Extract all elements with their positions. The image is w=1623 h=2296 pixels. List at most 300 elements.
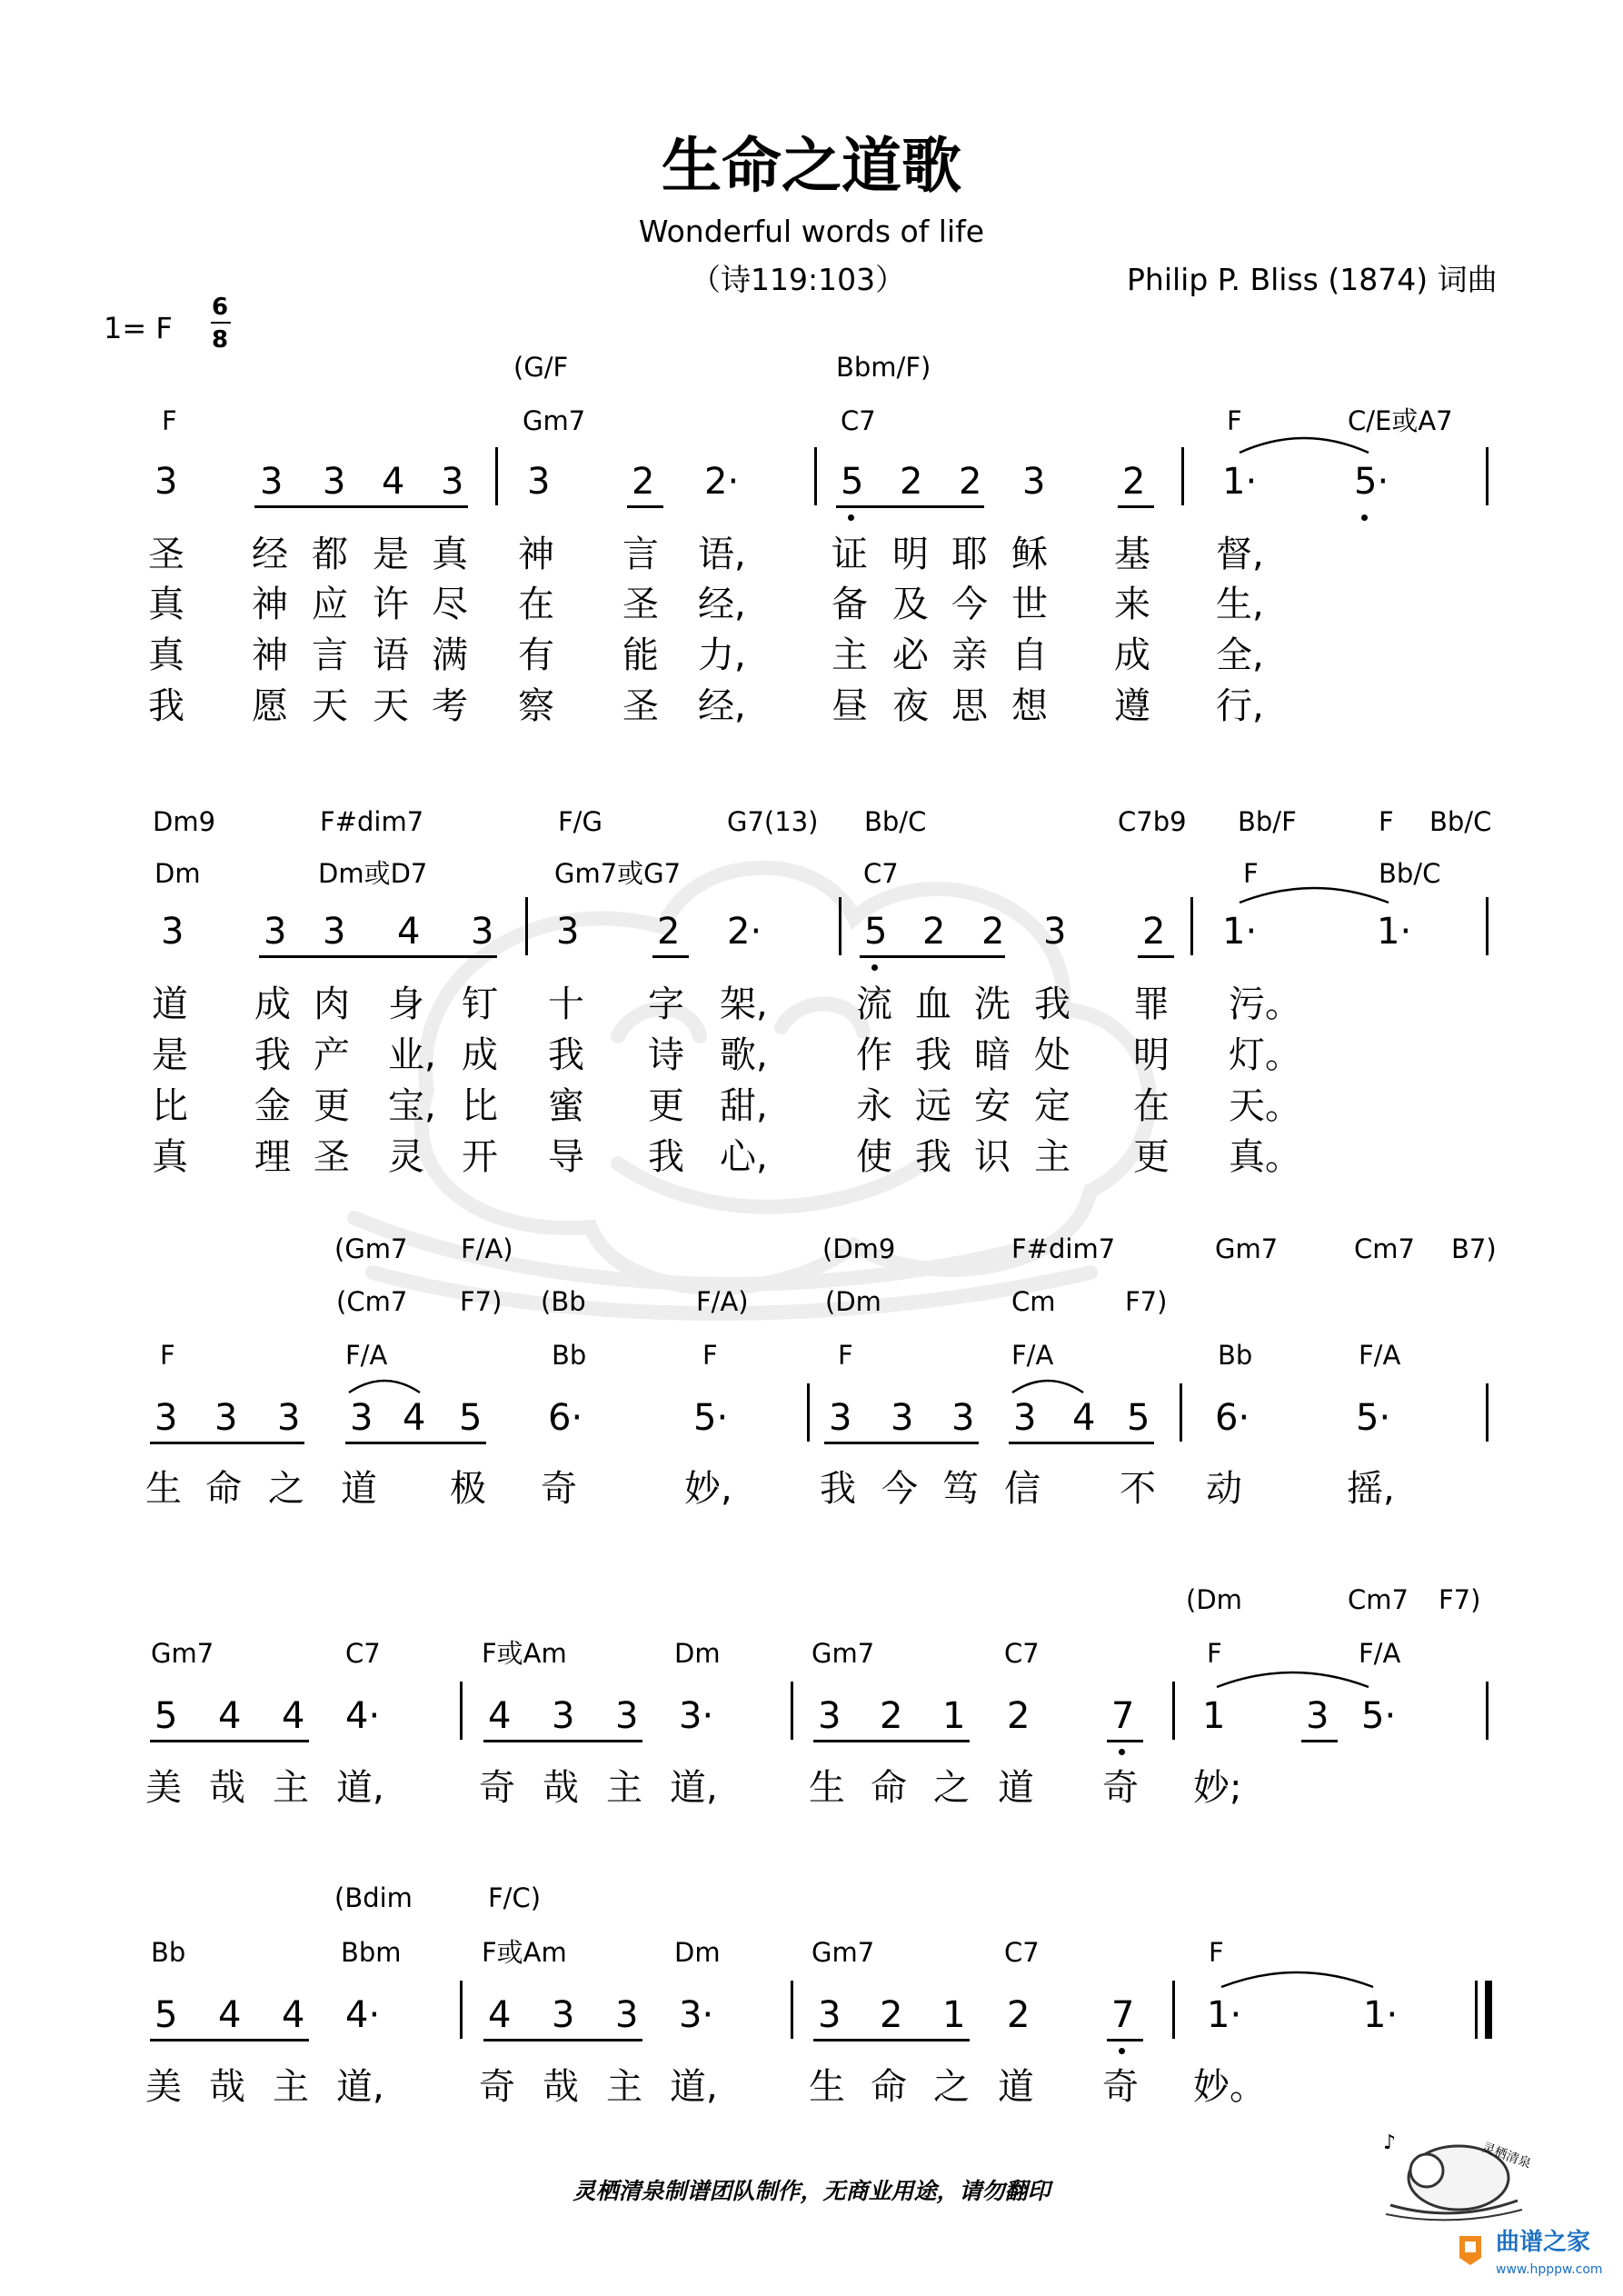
lyric: 主 <box>273 1767 309 1809</box>
chord: F <box>838 1340 853 1371</box>
lyric: 身 <box>388 983 424 1025</box>
note: 1 <box>942 1695 966 1737</box>
scripture-reference: （诗119:103） <box>691 262 906 297</box>
note: 7 <box>1111 1994 1135 2036</box>
lyric: 道 <box>341 1468 377 1510</box>
lyric: 比 <box>462 1085 498 1127</box>
lyric: 及 <box>892 584 929 625</box>
chord: F#dim7 <box>320 806 424 837</box>
beam <box>150 1740 309 1742</box>
lyric: 言 <box>622 534 659 575</box>
chord: Gm7 <box>812 1937 875 1968</box>
note: 3· <box>679 1994 714 2036</box>
lyric: 美 <box>145 1767 182 1809</box>
note: 1· <box>1222 461 1258 503</box>
site-name: 曲谱之家 <box>1496 2229 1591 2256</box>
lyric: 十 <box>548 983 584 1025</box>
note: 3 <box>471 911 494 953</box>
lyric: 神 <box>252 634 288 676</box>
lyric: 证 <box>831 534 868 575</box>
chord: F/A <box>345 1340 388 1371</box>
time-signature-bottom: 8 <box>211 326 229 354</box>
note: 3 <box>323 911 346 953</box>
lyric: 神 <box>252 584 288 625</box>
chord: C7 <box>345 1638 381 1669</box>
lyric: 基 <box>1114 534 1150 575</box>
lyric: 钉 <box>462 983 498 1025</box>
lyric: 主 <box>273 2066 309 2108</box>
lyric: 天 <box>312 685 348 727</box>
barline <box>791 1682 793 1740</box>
lyric: 今 <box>881 1468 918 1510</box>
chord: F或Am <box>482 1937 567 1968</box>
lyric: 生 <box>145 1468 182 1510</box>
lyric: 暗 <box>974 1034 1011 1076</box>
lyric: 安 <box>974 1085 1011 1127</box>
lyric: 流 <box>856 983 892 1025</box>
footer-credit: 灵栖清泉制谱团队制作，无商业用途，请勿翻印 <box>573 2178 1050 2204</box>
lyric: 哉 <box>543 1767 579 1809</box>
lyric: 架, <box>720 983 768 1025</box>
lyric: 处 <box>1034 1034 1070 1076</box>
final-barline-thick <box>1485 1981 1492 2039</box>
chord: F <box>162 405 177 436</box>
note: 2 <box>880 1994 903 2036</box>
note: 1· <box>1377 911 1412 953</box>
note: 3 <box>154 461 178 503</box>
time-signature-top: 6 <box>211 294 229 321</box>
chord: Dm或D7 <box>318 858 428 889</box>
sheep-logo-icon <box>1372 2114 1533 2223</box>
chord: C/E或A7 <box>1348 405 1453 436</box>
beam <box>1301 1740 1338 1742</box>
lyric: 察 <box>518 685 554 727</box>
lyric: 耶 <box>951 534 988 575</box>
lyric: 宝, <box>388 1085 436 1127</box>
note: 5 <box>154 1695 178 1737</box>
lyric: 昼 <box>831 685 868 727</box>
lyric: 是 <box>373 534 409 575</box>
note: 3 <box>154 1397 178 1439</box>
chord: F <box>1379 806 1394 837</box>
lyric: 尽 <box>432 584 468 625</box>
note: 6· <box>548 1397 583 1439</box>
lyric: 导 <box>548 1136 584 1178</box>
time-signature-line <box>211 322 231 324</box>
site-logo[interactable] <box>1454 2223 1618 2287</box>
chord: F/A <box>1359 1638 1401 1669</box>
note: 3 <box>264 911 287 953</box>
chord-alt: F7) <box>1125 1286 1168 1317</box>
lyric: 今 <box>951 584 988 625</box>
note: 3 <box>615 1994 639 2036</box>
note: 1 <box>942 1994 966 2036</box>
composer-credit: Philip P. Bliss (1874) 词曲 <box>1127 262 1498 297</box>
beam <box>813 1740 970 1742</box>
chord-alt: F/A) <box>461 1233 513 1264</box>
lyric: 主 <box>606 2066 642 2108</box>
lyric: 行, <box>1216 685 1264 727</box>
lyric: 妙。 <box>1193 2066 1266 2108</box>
note: 4 <box>218 1695 242 1737</box>
chord-alt: (G/F <box>513 352 569 383</box>
chord-alt: F7) <box>460 1286 503 1317</box>
slur <box>1009 1373 1087 1396</box>
lyric: 世 <box>1011 584 1048 625</box>
lyric: 能 <box>622 634 659 676</box>
note: 4 <box>218 1994 242 2036</box>
beam <box>836 505 984 508</box>
lyric: 使 <box>856 1136 892 1178</box>
lyric: 有 <box>518 634 554 676</box>
chord: F/G <box>558 806 602 837</box>
barline <box>807 1383 810 1442</box>
note: 5 <box>841 461 864 503</box>
note: 2 <box>657 911 681 953</box>
chord: Bbm <box>341 1937 402 1968</box>
lyric: 言 <box>312 634 348 676</box>
lyric: 自 <box>1011 634 1048 676</box>
note: 2 <box>1142 911 1166 953</box>
beam <box>259 955 497 958</box>
tie <box>1213 1663 1372 1691</box>
lyric: 更 <box>1133 1136 1170 1178</box>
barline <box>1486 447 1489 505</box>
barline <box>1486 897 1489 955</box>
chord-alt: (Dm <box>825 1286 881 1317</box>
beam <box>1118 505 1154 508</box>
lyric: 我 <box>148 685 184 727</box>
lyric: 金 <box>254 1085 291 1127</box>
lyric: 我 <box>820 1468 856 1510</box>
chord: F <box>702 1340 718 1371</box>
beam <box>483 2039 642 2041</box>
chord: Dm9 <box>153 806 216 837</box>
lyric: 命 <box>205 1468 242 1510</box>
note: 3 <box>556 911 580 953</box>
lyric: 奇 <box>541 1468 577 1510</box>
site-url: www.hpppw.com <box>1496 2262 1603 2277</box>
note: 2 <box>959 461 982 503</box>
note: 4 <box>282 1695 305 1737</box>
lyric: 哉 <box>543 2066 579 2108</box>
note: 5· <box>1354 461 1389 503</box>
tie <box>1236 429 1372 456</box>
beam <box>860 955 1005 958</box>
lyric: 道, <box>336 1767 384 1809</box>
barline <box>460 1682 463 1740</box>
lyric: 夜 <box>892 685 929 727</box>
lyric: 神 <box>518 534 554 575</box>
chord-alt: F#dim7 <box>1011 1233 1116 1264</box>
note: 2 <box>922 911 946 953</box>
chord-alt: (Gm7 <box>334 1233 408 1264</box>
lyric: 美 <box>145 2066 182 2108</box>
note: 3 <box>527 461 551 503</box>
lyric: 主 <box>1034 1136 1070 1178</box>
lyric: 我 <box>915 1034 951 1076</box>
lyric: 理 <box>254 1136 291 1178</box>
chord-alt: Cm <box>1011 1286 1056 1317</box>
lyric: 是 <box>152 1034 188 1076</box>
low-octave-dot <box>871 964 878 971</box>
lyric: 语, <box>698 534 746 575</box>
barline <box>460 1981 463 2039</box>
note: 3 <box>1043 911 1067 953</box>
lyric: 我 <box>915 1136 951 1178</box>
lyric: 血 <box>915 983 951 1025</box>
barline <box>839 897 841 955</box>
chord: Dm <box>674 1638 721 1669</box>
song-subtitle: Wonderful words of life <box>638 214 985 249</box>
lyric: 在 <box>1133 1085 1170 1127</box>
note: 3 <box>1013 1397 1037 1439</box>
lyric: 生 <box>809 1767 845 1809</box>
beam <box>627 505 663 508</box>
lyric: 不 <box>1120 1468 1156 1510</box>
lyric: 诗 <box>648 1034 684 1076</box>
lyric: 灯。 <box>1229 1034 1301 1076</box>
chord-alt: F/C) <box>488 1882 542 1913</box>
lyric: 应 <box>312 584 348 625</box>
note: 5· <box>1361 1695 1397 1737</box>
site-logo-icon <box>1454 2231 1490 2267</box>
note: 3 <box>818 1994 841 2036</box>
chord-alt: (Dm9 <box>822 1233 896 1264</box>
tie <box>1218 1963 1377 1991</box>
lyric: 哉 <box>209 1767 245 1809</box>
lyric: 道, <box>670 2066 718 2108</box>
note: 2 <box>900 461 923 503</box>
beam <box>150 2039 309 2041</box>
chord-alt: (Bb <box>541 1286 586 1317</box>
lyric: 天 <box>373 685 409 727</box>
barline <box>1486 1383 1489 1442</box>
chord: F <box>1207 1638 1222 1669</box>
chord: Bb/C <box>1429 806 1492 837</box>
barline <box>1181 447 1184 505</box>
chord: Bb/C <box>1379 858 1441 889</box>
note: 3 <box>161 911 184 953</box>
lyric: 肉 <box>314 983 350 1025</box>
chord: C7 <box>841 405 876 436</box>
lyric: 产 <box>314 1034 350 1076</box>
chord: Bb <box>552 1340 587 1371</box>
barline <box>1172 1981 1175 2039</box>
lyric: 蜜 <box>548 1085 584 1127</box>
chord: C7 <box>1004 1937 1040 1968</box>
lyric: 天。 <box>1229 1085 1301 1127</box>
chord: Bb/C <box>864 806 927 837</box>
beam <box>345 1442 486 1444</box>
final-barline-thin <box>1475 1981 1478 2039</box>
chord: F <box>1243 858 1259 889</box>
lyric: 更 <box>648 1085 684 1127</box>
lyric: 我 <box>254 1034 291 1076</box>
lyric: 在 <box>518 584 554 625</box>
lyric: 心, <box>720 1136 768 1178</box>
chord-alt: Cm7 <box>1348 1584 1409 1615</box>
chord-alt: (Bdim <box>334 1882 413 1913</box>
note: 4· <box>345 1695 381 1737</box>
low-octave-dot <box>1119 1749 1125 1755</box>
lyric: 真 <box>148 584 184 625</box>
lyric: 语 <box>373 634 409 676</box>
lyric: 亲 <box>951 634 988 676</box>
beam <box>652 955 689 958</box>
note: 1· <box>1222 911 1258 953</box>
note: 5 <box>459 1397 483 1439</box>
note: 2 <box>981 911 1005 953</box>
lyric: 备 <box>831 584 868 625</box>
lyric: 我 <box>648 1136 684 1178</box>
chord: F/A <box>1359 1340 1401 1371</box>
chord-alt: Gm7 <box>1215 1233 1279 1264</box>
lyric: 经 <box>252 534 288 575</box>
barline <box>525 897 528 955</box>
lyric: 妙; <box>1193 1767 1242 1809</box>
svg-text:♪: ♪ <box>1383 2131 1397 2154</box>
lyric: 主 <box>606 1767 642 1809</box>
chord: Bb <box>151 1937 186 1968</box>
chord: F <box>160 1340 175 1371</box>
note: 2 <box>880 1695 903 1737</box>
note: 3 <box>441 461 464 503</box>
note: 3 <box>615 1695 639 1737</box>
beam <box>1009 1442 1154 1444</box>
note: 6· <box>1215 1397 1250 1439</box>
chord: Dm <box>674 1937 721 1968</box>
chord: Gm7 <box>812 1638 875 1669</box>
lyric: 遵 <box>1114 685 1150 727</box>
chord-alt: B7) <box>1451 1233 1497 1264</box>
chord: F/A <box>1011 1340 1054 1371</box>
low-octave-dot <box>1119 2048 1125 2054</box>
low-octave-dot <box>1361 514 1368 521</box>
beam <box>483 1740 642 1742</box>
note: 4 <box>403 1397 426 1439</box>
note: 3 <box>323 461 346 503</box>
chord-alt: Bbm/F) <box>836 352 931 383</box>
chord-alt: (Cm7 <box>336 1286 408 1317</box>
note: 4 <box>488 1994 512 2036</box>
lyric: 动 <box>1206 1468 1242 1510</box>
lyric: 奇 <box>1102 2066 1139 2108</box>
lyric: 想 <box>1011 685 1048 727</box>
note: 3 <box>818 1695 841 1737</box>
barline <box>1172 1682 1175 1740</box>
note: 4 <box>1072 1397 1096 1439</box>
beam <box>813 2039 970 2041</box>
lyric: 污。 <box>1229 983 1301 1025</box>
beam <box>1107 2039 1143 2041</box>
beam <box>150 1442 304 1444</box>
note: 5 <box>1127 1397 1150 1439</box>
lyric: 经, <box>698 584 746 625</box>
chord: Gm7 <box>523 405 586 436</box>
lyric: 真 <box>148 634 184 676</box>
lyric: 道, <box>336 2066 384 2108</box>
lyric: 甜, <box>720 1085 768 1127</box>
note: 5· <box>1356 1397 1391 1439</box>
lyric: 成 <box>1114 634 1150 676</box>
note: 5 <box>864 911 888 953</box>
lyric: 来 <box>1114 584 1150 625</box>
note: 4 <box>488 1695 512 1737</box>
lyric: 主 <box>831 634 868 676</box>
note: 3 <box>552 1695 575 1737</box>
lyric: 圣 <box>622 584 659 625</box>
lyric: 生 <box>809 2066 845 2108</box>
note: 3 <box>214 1397 238 1439</box>
lyric: 灵 <box>388 1136 424 1178</box>
lyric: 思 <box>951 685 988 727</box>
lyric: 妙, <box>684 1468 732 1510</box>
lyric: 命 <box>871 2066 907 2108</box>
note: 1· <box>1207 1994 1242 2036</box>
note: 3 <box>891 1397 914 1439</box>
lyric: 命 <box>871 1767 907 1809</box>
lyric: 考 <box>432 685 468 727</box>
chord-alt: Cm7 <box>1354 1233 1415 1264</box>
note: 2· <box>727 911 762 953</box>
note: 4 <box>282 1994 305 2036</box>
low-octave-dot <box>848 514 854 521</box>
barline <box>1486 1682 1489 1740</box>
note: 3 <box>350 1397 373 1439</box>
note: 2 <box>632 461 655 503</box>
lyric: 作 <box>856 1034 892 1076</box>
chord: C7 <box>1004 1638 1040 1669</box>
lyric: 定 <box>1034 1085 1070 1127</box>
note: 2 <box>1007 1695 1031 1737</box>
lyric: 信 <box>1004 1468 1041 1510</box>
lyric: 永 <box>856 1085 892 1127</box>
chord: C7 <box>863 858 899 889</box>
lyric: 督, <box>1216 534 1264 575</box>
chord: F或Am <box>482 1638 567 1669</box>
chord-alt: F7) <box>1439 1584 1481 1615</box>
lyric: 满 <box>432 634 468 676</box>
lyric: 歌, <box>720 1034 768 1076</box>
chord: F <box>1209 1937 1224 1968</box>
note: 3 <box>277 1397 301 1439</box>
slur <box>345 1373 423 1396</box>
song-title: 生命之道歌 <box>662 131 961 201</box>
note: 4 <box>397 911 421 953</box>
lyric: 业, <box>388 1034 436 1076</box>
chord: Gm7 <box>151 1638 214 1669</box>
lyric: 力, <box>698 634 746 676</box>
lyric: 生, <box>1216 584 1264 625</box>
lyric: 洗 <box>974 983 1011 1025</box>
note: 3 <box>951 1397 975 1439</box>
lyric: 摇, <box>1347 1468 1395 1510</box>
lyric: 明 <box>1133 1034 1170 1076</box>
note: 3 <box>1022 461 1046 503</box>
lyric: 道, <box>670 1767 718 1809</box>
lyric: 真 <box>152 1136 188 1178</box>
lyric: 都 <box>312 534 348 575</box>
chord: Bb <box>1218 1340 1253 1371</box>
lyric: 道 <box>998 1767 1034 1809</box>
note: 2 <box>1122 461 1146 503</box>
chord: G7(13) <box>727 806 819 837</box>
lyric: 字 <box>648 983 684 1025</box>
barline <box>1190 897 1193 955</box>
chord: Gm7或G7 <box>554 858 682 889</box>
note: 4 <box>382 461 405 503</box>
